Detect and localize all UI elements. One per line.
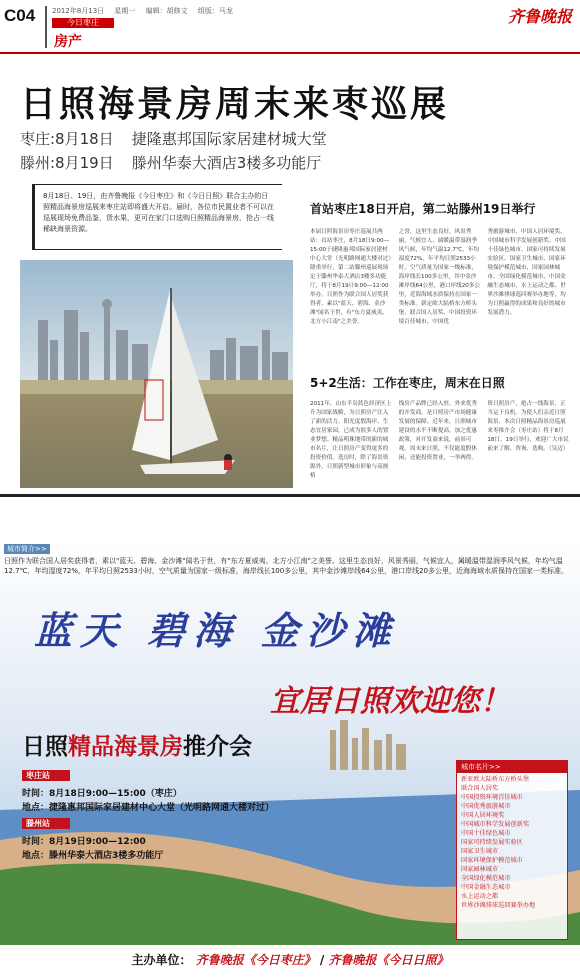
list-item: 世界沙滩排球巡回赛举办地 — [461, 902, 536, 909]
body-column: 2011年，山东半岛蓝色经济区上升为国家战略，为日照房产注入了新的活力。阳光度假海岸、生态宜居家园，已成为很多人的置业梦想。精品明珠地带的新的城市名片，让日照房产变得更多的投资价值。选房时，除了海景资源外，日照新型城市形象与高规格 — [310, 401, 392, 479]
intro-box: 8月18日、19日，由齐鲁晚报《今日枣庄》和《今日日照》联合主办的日照精品海景房巡展来枣庄站即将盛大开启。届时，各位市民置业者不可以在巡展现场免费品鉴，货水果，更可在家门口选购日照精品海景房，抢占一线稀缺海景资源。 — [32, 184, 282, 250]
stop2-tag: 滕州站 — [22, 818, 70, 829]
section-tag: 今日枣庄 — [52, 18, 114, 28]
promo-title — [22, 728, 252, 761]
list-item: 中国人居环境奖 — [461, 812, 505, 819]
date: 2012年8月13日 — [52, 7, 105, 15]
editor: 编辑：胡修文 — [145, 7, 188, 15]
list-item: 全国绿化模范城市 — [461, 875, 511, 882]
list-item: 国家卫生城市 — [461, 848, 499, 855]
promo-highlight: 精品海景房 — [68, 734, 183, 760]
promo-prefix: 日照 — [22, 734, 68, 760]
section-rule — [0, 494, 580, 497]
list-item: 中国十佳绿色城市 — [461, 830, 511, 837]
body-column: 资日照房产，抢占一线海景，正当运于良机。为使人们亲近日照海景，本次日照精品海景房巡展来枣推介会（枣庄站）将于8月18日、19日举行，欢迎广大市民前来了解、咨询、选购。（吴迈） — [487, 401, 569, 452]
list-item: 水上运动之都 — [461, 893, 499, 900]
stop2-line — [20, 152, 321, 173]
list-item: 中国投资环境百佳城市 — [461, 794, 523, 801]
stop2-time: 时间：8月19日9:00—12:00 — [22, 837, 146, 847]
city-card-box — [456, 760, 568, 940]
sponsor-label: 主办单位： — [131, 953, 192, 967]
stop1-tag: 枣庄站 — [22, 770, 70, 781]
list-item: 中国优秀旅游城市 — [461, 803, 511, 810]
body-column: 本届日照海景房枣庄巡展共两站：首站枣庄，8月18日9:00—15:00于捷隆惠邦国际家居建材中心大堂（光明路网通大楼对过）隆重举行，第二站滕州巡展现场定于滕州华泰大酒店3楼多功能厅，将于8月19日9:00—12:00举办。日照作为联合国人居奖获得者，素以"蓝天、碧海、金沙滩"闻名于世，有"东方夏威夷、北方小江南"之美誉。 — [310, 229, 392, 325]
section-name: 房产 — [54, 34, 82, 50]
sponsor-separator: / — [319, 953, 325, 967]
list-item: 新亚欧大陆桥东方桥头堡 — [461, 776, 530, 783]
list-item: 国家可持续发展实验区 — [461, 839, 523, 846]
body-text-block-2 — [310, 400, 570, 490]
city-card-title: 城市名片>> — [457, 761, 567, 773]
body-column: 秀旅游城市、中国人居环境奖、中国城市科学发展创新奖、中国十佳绿色城市、国家可持续发展实验区、国家卫生城市、国家环境保护模范城市、国家园林城市、全国绿化模范城市、中国金融生态城市、水上运动之都、世界沙滩排球巡回赛举办地等，均为日照赢得的成果和良好的城市发展潜力。 — [487, 229, 566, 316]
stop2-date: 滕州:8月19日 — [20, 154, 114, 172]
sponsor-1: 齐鲁晚报《今日枣庄》 — [195, 953, 316, 967]
stop2-place: 滕州华泰大酒店3楼多功能厅 — [131, 154, 322, 172]
list-item: 联合国人居奖 — [461, 785, 499, 792]
stop1-time: 时间：8月18日9:00—15:00（枣庄） — [22, 789, 182, 799]
header-divider — [45, 6, 47, 48]
body-column: 之誉，这里生态良好，风景秀丽，气候宜人，属暖温带湿润季风气候，年均气温12.7℃，年均湿度72%，年平均日照2533小时，空气质量为国家一级标准，海岸线长100多公里，其中金沙滩岸线64公里，港口岸线20多公里，近海海域水质保持在国家一类标准。新定欧大陆桥东方桥头堡，联合国人居奖、中国投资环境百佳城市、中国优 — [398, 229, 481, 325]
section-heading-1: 首站枣庄18日开启，第二站滕州19日举行 — [310, 202, 536, 216]
designer: 组版：马龙 — [197, 7, 233, 15]
city-intro — [4, 544, 576, 600]
stop1-date: 枣庄:8月18日 — [20, 130, 114, 148]
slogan: 蓝天 碧海 金沙滩 — [34, 608, 399, 653]
stop1-place: 捷隆惠邦国际家居建材城大堂 — [131, 130, 327, 148]
stop1-line — [20, 128, 327, 149]
list-item: 国家园林城市 — [461, 866, 499, 873]
sponsor-2: 齐鲁晚报《今日日照》 — [328, 953, 449, 967]
article-title: 日照海景房周末来枣巡展 — [20, 84, 450, 125]
list-item: 中国金融生态城市 — [461, 884, 511, 891]
city-intro-title: 城市简介>> — [4, 544, 50, 554]
body-text-block-1 — [310, 228, 570, 364]
sailboat-photo — [20, 260, 293, 488]
promo-suffix: 推介会 — [183, 734, 252, 760]
list-item: 中国城市科学发展创新奖 — [461, 821, 530, 828]
header-meta — [52, 6, 241, 16]
sponsor-footer — [0, 945, 580, 975]
city-card-list — [457, 773, 567, 912]
masthead-logo: 齐鲁晚报 — [507, 7, 572, 26]
section-heading-2: 5+2生活：工作在枣庄，周末在日照 — [310, 376, 505, 390]
page-header — [0, 0, 580, 54]
body-column: 线房产品牌已经入驻，外来优秀的开发商，是日照房产市场健康发展的保障。近年来，日照城市建设的水平不断提高，加之优惠政策，对开发商来说，前景可观。周末来日照，不仅能度假休闲，还能投资置业，一举两得。 — [398, 401, 477, 461]
welcome-slogan: 宜居日照欢迎您！ — [270, 684, 510, 719]
weekday: 星期一 — [114, 7, 136, 15]
city-intro-text: 日照作为联合国人居奖获得者，素以"蓝天、碧海、金沙滩"闻名于世，有"东方夏威夷、北方小江南"之美誉。这里生态良好，风景秀丽，气候宜人，属暖温带湿润季风气候，年均气温12.7℃，年均湿度72%，年平均日照2533小时，空气质量为国家一级标准，海岸线长100多公里，其中金沙滩岸线64公里，港口岸线20多公里，近海海域水质保持在国家一类标准。 — [4, 557, 568, 575]
stop2-place: 地点：滕州华泰大酒店3楼多功能厅 — [22, 851, 164, 861]
page-number: C04 — [4, 6, 36, 25]
stop1-place: 地点：捷隆惠邦国际家居建材中心大堂（光明路网通大楼对过） — [22, 803, 275, 813]
list-item: 国家环境保护模范城市 — [461, 857, 523, 864]
sailboat-image — [20, 260, 293, 488]
